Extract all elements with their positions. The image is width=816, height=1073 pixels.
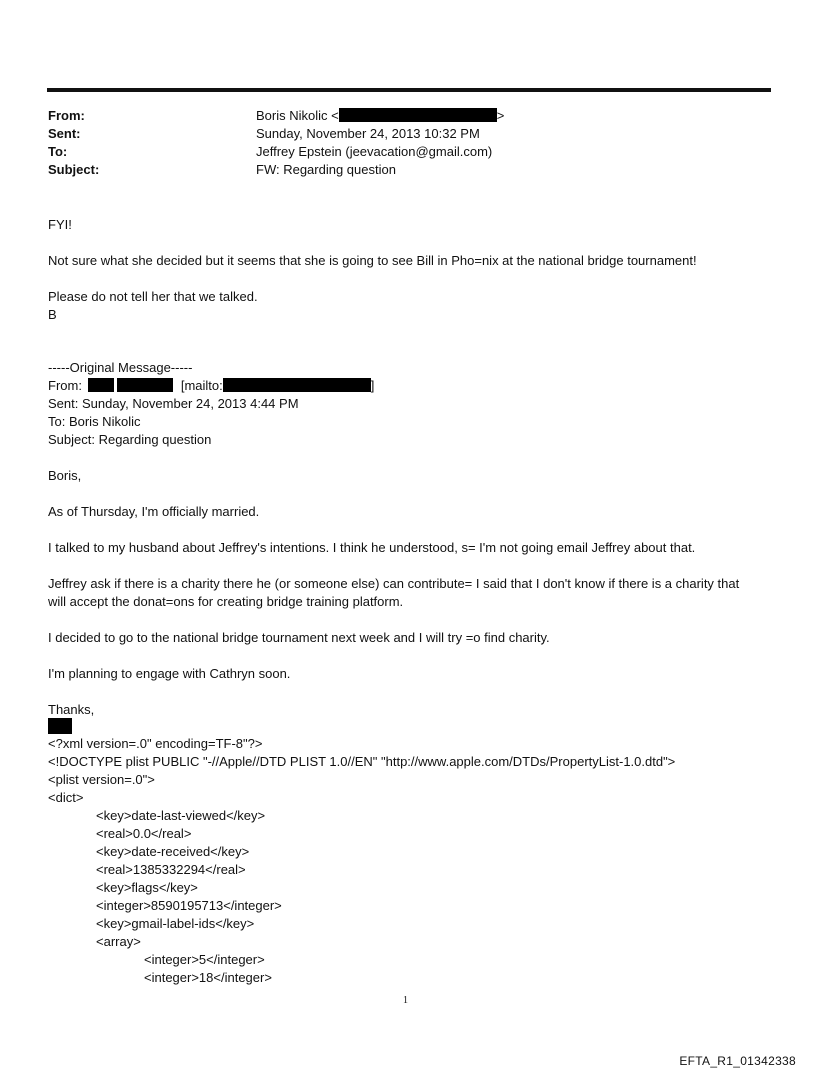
sent-label: Sent: <box>48 126 81 141</box>
xml-line: <key>flags</key> <box>96 880 198 895</box>
top-rule <box>47 88 771 92</box>
to-label: To: <box>48 144 68 159</box>
original-paragraph-4: I decided to go to the national bridge tournament next week and I will try =o find charity. <box>48 630 550 645</box>
redaction-box <box>117 378 173 392</box>
xml-line: <integer>5</integer> <box>144 952 265 967</box>
original-paragraph-2: I talked to my husband about Jeffrey's intentions. I think he understood, s= I'm not going email Jeffrey about that. <box>48 540 696 555</box>
subject-label: Subject: <box>48 162 100 177</box>
xml-line: <real>1385332294</real> <box>96 862 246 877</box>
xml-line: <?xml version=.0" encoding=TF-8"?> <box>48 736 263 751</box>
xml-line: <array> <box>96 934 141 949</box>
original-thanks: Thanks, <box>48 702 95 717</box>
redaction-box <box>88 378 114 392</box>
original-paragraph-3b: will accept the donat=ons for creating bridge training platform. <box>48 594 404 609</box>
body-paragraph-2: Please do not tell her that we talked. <box>48 289 258 304</box>
from-label: From: <box>48 108 85 123</box>
original-subject: Subject: Regarding question <box>48 432 212 447</box>
original-paragraph-3a: Jeffrey ask if there is a charity there he (or someone else) can contribute= I said that I don't know if there is a charity that <box>48 576 740 591</box>
xml-line: <real>0.0</real> <box>96 826 192 841</box>
sent-value: Sunday, November 24, 2013 10:32 PM <box>256 126 480 141</box>
from-value: Boris Nikolic < > <box>256 108 505 123</box>
xml-line: <integer>18</integer> <box>144 970 272 985</box>
page-number: 1 <box>403 995 408 1006</box>
original-paragraph-1: As of Thursday, I'm officially married. <box>48 504 260 519</box>
redaction-box <box>223 378 371 392</box>
xml-line: <key>date-received</key> <box>96 844 250 859</box>
xml-line: <integer>8590195713</integer> <box>96 898 282 913</box>
xml-line: <key>gmail-label-ids</key> <box>96 916 255 931</box>
to-value: Jeffrey Epstein (jeevacation@gmail.com) <box>256 144 493 159</box>
original-from-row: From: [mailto: ] <box>48 378 375 393</box>
document-id-footer: EFTA_R1_01342338 <box>679 1054 796 1068</box>
original-divider: -----Original Message----- <box>48 360 193 375</box>
subject-value: FW: Regarding question <box>256 162 396 177</box>
body-signature: B <box>48 307 57 322</box>
xml-line: <plist version=.0"> <box>48 772 155 787</box>
body-paragraph-1: Not sure what she decided but it seems that she is going to see Bill in Pho=nix at the national bridge tournament! <box>48 253 697 268</box>
original-greeting: Boris, <box>48 468 82 483</box>
body-fyi: FYI! <box>48 217 72 232</box>
xml-line: <!DOCTYPE plist PUBLIC "-//Apple//DTD PLIST 1.0//EN" "http://www.apple.com/DTDs/PropertyList-1.0.dtd"> <box>48 754 676 769</box>
redaction-box <box>339 108 497 122</box>
original-sent: Sent: Sunday, November 24, 2013 4:44 PM <box>48 396 299 411</box>
redaction-box <box>48 718 72 734</box>
original-to: To: Boris Nikolic <box>48 414 141 429</box>
xml-line: <dict> <box>48 790 84 805</box>
original-paragraph-5: I'm planning to engage with Cathryn soon. <box>48 666 291 681</box>
xml-line: <key>date-last-viewed</key> <box>96 808 266 823</box>
